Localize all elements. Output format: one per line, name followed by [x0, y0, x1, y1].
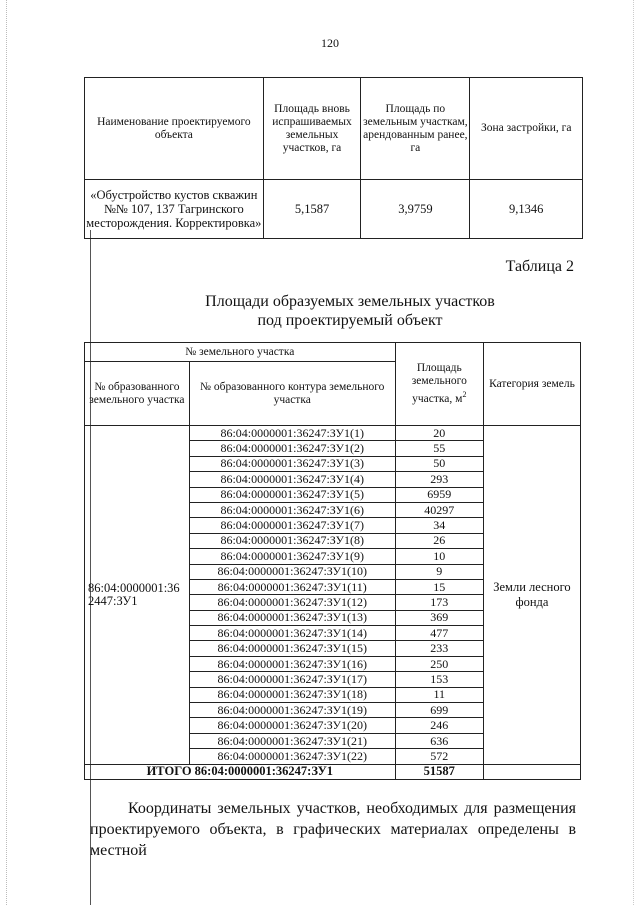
- table2-contour-cell: 86:04:0000001:36247:ЗУ1(21): [189, 733, 395, 748]
- table2-contour-cell: 86:04:0000001:36247:ЗУ1(13): [189, 610, 395, 625]
- table2-category: Земли лесного фонда: [483, 426, 580, 765]
- table2-contour-cell: 86:04:0000001:36247:ЗУ1(7): [189, 518, 395, 533]
- table2-area-cell: 26: [395, 533, 483, 548]
- table2-contour-cell: 86:04:0000001:36247:ЗУ1(12): [189, 595, 395, 610]
- table2-contour-cell: 86:04:0000001:36247:ЗУ1(15): [189, 641, 395, 656]
- table2-area-cell: 699: [395, 703, 483, 718]
- table-row: [85, 426, 581, 441]
- table1-zone: 9,1346: [470, 180, 583, 239]
- table2-header-category: Категория земель: [483, 343, 580, 426]
- table1-object-name: «Обустройство кустов скважин №№ 107, 137 Тагринского месторождения. Корректировка»: [85, 180, 264, 239]
- table2-contour-cell: 86:04:0000001:36247:ЗУ1(6): [189, 502, 395, 517]
- table2-area-cell: 246: [395, 718, 483, 733]
- table2-area-cell: 20: [395, 426, 483, 441]
- table1-header-new-area: Площадь вновь испрашиваемых земельных участков, га: [263, 78, 361, 180]
- table1-header-name: Наименование проектируемого объекта: [85, 78, 264, 180]
- table2-area-cell: 34: [395, 518, 483, 533]
- table2-area-cell: 250: [395, 656, 483, 671]
- table2-total-empty: [483, 764, 580, 779]
- table2-contour-cell: 86:04:0000001:36247:ЗУ1(16): [189, 656, 395, 671]
- table2-area-cell: 153: [395, 672, 483, 687]
- closing-text: Координаты земельных участков, необходимых для размещения проектируемого объекта, в графических материалах определены в местной: [90, 800, 576, 859]
- table2-contour-cell: 86:04:0000001:36247:ЗУ1(17): [189, 672, 395, 687]
- table2-caption: Таблица 2: [505, 258, 574, 275]
- table2-header-row-1: [85, 343, 581, 362]
- table2-area-cell: 6959: [395, 487, 483, 502]
- table2-total-value: 51587: [395, 764, 483, 779]
- table2-total-row: [85, 764, 581, 779]
- table1-header-row: [85, 78, 583, 180]
- table2-header-contour: № образованного контура земельного участка: [189, 362, 395, 426]
- table2-area-cell: 50: [395, 456, 483, 471]
- table2-area-cell: 369: [395, 610, 483, 625]
- table2-area-cell: 9: [395, 564, 483, 579]
- page-edge-left: [6, 0, 8, 905]
- table2-title-line1: Площади образуемых земельных участков: [205, 293, 495, 310]
- table2-contour-cell: 86:04:0000001:36247:ЗУ1(2): [189, 441, 395, 456]
- table2-contour-cell: 86:04:0000001:36247:ЗУ1(9): [189, 549, 395, 564]
- table2-area-cell: 477: [395, 626, 483, 641]
- table2-area-cell: 233: [395, 641, 483, 656]
- table2-header-plot: № образованного земельного участка: [85, 362, 190, 426]
- table1-header-zone: Зона застройки, га: [470, 78, 583, 180]
- table1-data-row: [85, 180, 583, 239]
- table2-contour-cell: 86:04:0000001:36247:ЗУ1(3): [189, 456, 395, 471]
- table2-contour-cell: 86:04:0000001:36247:ЗУ1(1): [189, 426, 395, 441]
- table2-area-cell: 11: [395, 687, 483, 702]
- table2-area-cell: 55: [395, 441, 483, 456]
- table2-contour-cell: 86:04:0000001:36247:ЗУ1(19): [189, 703, 395, 718]
- project-object-area-table: [84, 77, 583, 239]
- table2-contour-cell: 86:04:0000001:36247:ЗУ1(20): [189, 718, 395, 733]
- table2-header-group: № земельного участка: [85, 343, 396, 362]
- table2-area-cell: 173: [395, 595, 483, 610]
- table2-title: [140, 292, 560, 330]
- land-plots-table: [84, 342, 581, 780]
- table2-contour-cell: 86:04:0000001:36247:ЗУ1(8): [189, 533, 395, 548]
- table2-title-line2: под проектируемый объект: [257, 312, 443, 329]
- table2-area-cell: 10: [395, 549, 483, 564]
- table2-header-area: Площадь земельного участка, $м^2$: [395, 343, 483, 426]
- table2-contour-cell: 86:04:0000001:36247:ЗУ1(10): [189, 564, 395, 579]
- table1-leased-area: 3,9759: [361, 180, 470, 239]
- table2-contour-cell: 86:04:0000001:36247:ЗУ1(5): [189, 487, 395, 502]
- table2-contour-cell: 86:04:0000001:36247:ЗУ1(11): [189, 579, 395, 594]
- table2-contour-cell: 86:04:0000001:36247:ЗУ1(14): [189, 626, 395, 641]
- table2-contour-cell: 86:04:0000001:36247:ЗУ1(22): [189, 749, 395, 764]
- table2-area-cell: 40297: [395, 502, 483, 517]
- page-number: 120: [321, 36, 339, 50]
- page-edge-right: [633, 0, 635, 905]
- table2-area-cell: 15: [395, 579, 483, 594]
- table2-plot-number: 86:04:0000001:36 2447:ЗУ1: [85, 426, 190, 765]
- table1-new-area: 5,1587: [263, 180, 361, 239]
- table1-header-leased-area: Площадь по земельным участкам, арендованным ранее, га: [361, 78, 470, 180]
- table2-contour-cell: 86:04:0000001:36247:ЗУ1(18): [189, 687, 395, 702]
- closing-paragraph: [90, 798, 576, 861]
- table2-area-cell: 636: [395, 733, 483, 748]
- table2-area-cell: 293: [395, 472, 483, 487]
- table2-total-label: ИТОГО 86:04:0000001:36247:ЗУ1: [85, 764, 396, 779]
- table2-contour-cell: 86:04:0000001:36247:ЗУ1(4): [189, 472, 395, 487]
- table2-area-cell: 572: [395, 749, 483, 764]
